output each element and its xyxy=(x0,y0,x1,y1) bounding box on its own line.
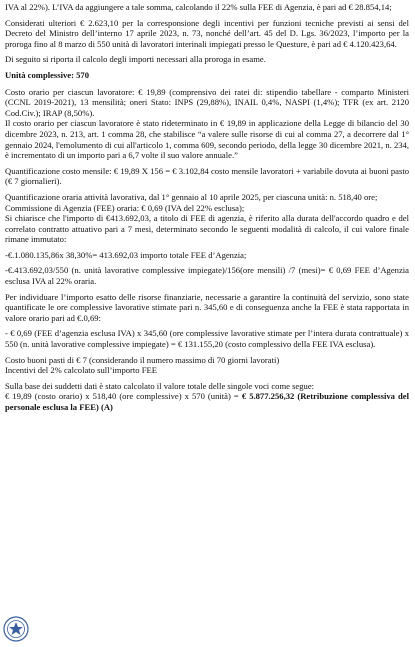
paragraph-commissione: Commissione di Agenzia (FEE) oraria: € 0,69 (IVA del 22% esclusa); xyxy=(5,202,245,213)
retribuzione-formula: € 19,89 (costo orario) x 518,40 (ore complessive) x 570 (unità) = xyxy=(5,391,242,402)
paragraph-incentivi-fee: Incentivi del 2% calcolato sull’importo FEE xyxy=(5,365,158,376)
retribuzione-totale: € 5.877.256,32 (Retribuzione complessiva del personale esclusa la FEE) (A) xyxy=(5,391,409,412)
paragraph-calcolo-fee-totale: -€.1.080.135,86x 38,30%= 413.692,03 importo totale FEE d’Agenzia; xyxy=(5,249,247,260)
paragraph-intro-calcolo: Di seguito si riporta il calcolo degli importi necessari alla proroga in esame. xyxy=(5,54,266,65)
paragraph-calcolo-fee-oraria: -€.413.692,03/550 (n. unità lavorative complessive impiegate)/156(ore mensili) /7 (mesi)= € 0,69 FEE d’Agenzia esclusa IVA al 22% oraria. xyxy=(5,265,409,287)
paragraph-costo-orario: Costo orario per ciascun lavoratore: € 19,89 (comprensivo dei ratei di: stipendio tabellare - comparto Ministeri (CCNL 2019-2021), 13 mensilità; oneri Stato: INPS (29,88%), INAIL 0,4%, NASPI (1,4%); TFR (ex art. 2120 Cod.Civ.); IRAP (8,50%). xyxy=(5,86,409,118)
paragraph-retribuzione xyxy=(5,391,409,412)
paragraph-costo-fee: - € 0,69 (FEE d’agenzia esclusa IVA) x 345,60 (ore complessive lavorative stimate per l’intera durata contrattuale) x 550 (n. unità lavorative complessive impiegate) = € 131.155,20 (costo complessivo della FEE IVA esclusa). xyxy=(5,328,409,350)
seal-icon xyxy=(3,616,29,642)
paragraph-quantificazione-oraria: Quantificazione oraria attività lavorativa, dal 1° gennaio al 10 aprile 2025, per ciascuna unità: n. 518,40 ore; xyxy=(5,191,378,202)
paragraph-incentivi: Considerati ulteriori € 2.623,10 per la corresponsione degli incentivi per funzioni tecniche previsti ai sensi del Decreto del Ministro dell’interno 17 aprile 2023, n. 73, nonché dell’art. 45 del D. Lgs. 36/2023, l’importo per la proroga fino al 8 marzo di 550 unità di lavoratori interinali impiegati presso le Questure, è pari ad € 4.120.423,64. xyxy=(5,17,409,49)
paragraph-chiarimento: Si chiarisce che l'importo di €413.692,03, a titolo di FEE di agenzia, è riferito alla durata dell'accordo quadro e del correlato contratto attuativo pari a 7 mesi, determinato secondo le seguenti modalità di calcolo, il cui valore finale rimane immutato: xyxy=(5,213,409,245)
paragraph-ore-stimate: Per individuare l’importo esatto delle risorse finanziarie, necessarie a garantire la continuità del servizio, sono state quantificate le ore complessive lavorative stimate pari n. 345,60 e di conseguenza anche la FEE è stata rapportata in valore orario pari ad €.0,69: xyxy=(5,291,409,323)
paragraph-valore-totale: Sulla base dei suddetti dati è stato calcolato il valore totale delle singole voci come segue: xyxy=(5,380,315,391)
paragraph-buoni-pasto: Costo buoni pasti di € 7 (considerando il numero massimo di 70 giorni lavorati) xyxy=(5,354,280,365)
paragraph-rideterminazione: Il costo orario per ciascun lavoratore è stato rideterminato in € 19,89 in applicazione della Legge di bilancio del 30 dicembre 2023, n. 213, art. 1 comma 28, che stabilisce “a valere sulle risorse di cui al comma 27, a decorrere dal 1° gennaio 2024, l'emolumento di cui all'articolo 1, comma 609, secondo periodo, della legge 30 dicembre 2021, n. 234, è incrementato di un importo pari a 6,7 volte il suo valore annuale.” xyxy=(5,118,409,161)
section-heading: Unità complessive: 570 xyxy=(5,69,90,80)
paragraph-costo-mensile: Quantificazione costo mensile: € 19,89 X 156 = € 3.102,84 costo mensile lavoratori + variabile dovuta ai buoni pasto (€ 7 giornalieri). xyxy=(5,165,409,187)
paragraph-iva: IVA al 22%). L’IVA da aggiungere a tale somma, calcolando il 22% sulla FEE di Agenzia, è pari ad € 28.854,14; xyxy=(5,2,392,12)
